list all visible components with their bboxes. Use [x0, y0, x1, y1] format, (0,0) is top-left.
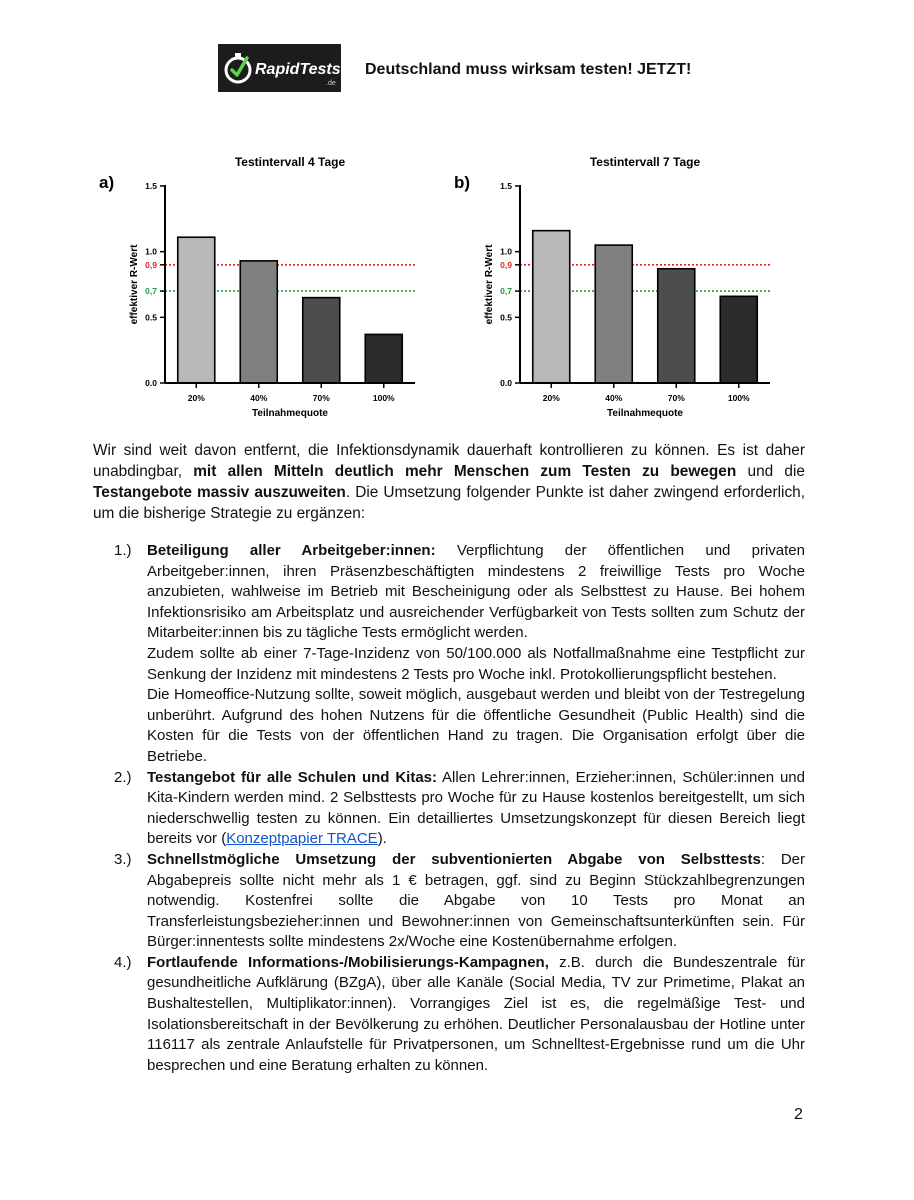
list-heading: Testangebot für alle Schulen und Kitas:: [147, 768, 437, 786]
y-tick-label: 0,7: [500, 286, 512, 297]
y-tick-label: 0,9: [145, 259, 157, 270]
bar: [365, 334, 402, 383]
x-axis-label: Teilnahmequote: [607, 408, 683, 419]
list-number: 3.): [114, 850, 132, 868]
y-tick-label: 1.0: [145, 246, 157, 257]
x-tick-label: 20%: [542, 393, 560, 403]
x-tick-label: 70%: [312, 393, 330, 403]
chart-title: Testintervall 7 Tage: [589, 155, 701, 169]
panel-label: a): [99, 173, 115, 192]
y-tick-label: 0,9: [500, 259, 512, 270]
list-item: [93, 768, 805, 850]
x-tick-label: 100%: [372, 393, 395, 403]
x-tick-label: 100%: [727, 393, 750, 403]
intro-text-1: Wir sind weit davon entfernt, die Infektionsdynamik dauerhaft kontrollieren zu können. Es ist daher unabdingbar,: [93, 442, 805, 480]
list-text: ).: [377, 830, 387, 848]
list-heading: Schnellstmögliche Umsetzung der subventionierten Abgabe von Selbsttests: [147, 850, 761, 868]
y-axis-label: effektiver R-Wert: [484, 244, 495, 325]
chart-b: [450, 150, 810, 425]
bar: [178, 237, 215, 383]
y-tick-label: 1.5: [500, 181, 512, 191]
list-text: : Der Abgabepreis sollte nicht mehr als 1 € betragen, ggf. sind zu Beginn Stückzahlbegrenzungen notwendig. Kostenfrei sollte die Abgabe von 10 Tests pro Monat an Transferleistungsbezieher:innen und Bewohner:innen von Gemeinschaftsunterkünften sein. Für Bürger:innentests sollte mindestens 2x/Woche eine Kostenübernahme erfolgen.: [147, 850, 805, 951]
demands-list: [93, 541, 805, 1076]
y-tick-label: 0.5: [145, 312, 157, 323]
rapidtests-logo[interactable]: [218, 44, 341, 92]
logo-sub: .de: [326, 80, 336, 87]
list-number: 1.): [114, 542, 132, 559]
y-tick-label: 0.0: [500, 378, 512, 388]
y-tick-label: 0,7: [145, 286, 157, 297]
intro-text-2: und die: [736, 463, 805, 480]
page-number: 2: [794, 1106, 803, 1123]
list-item: [93, 541, 805, 768]
y-tick-label: 1.5: [145, 181, 157, 191]
bar: [533, 231, 570, 383]
list-item: [93, 953, 805, 1077]
list-heading: Beteiligung aller Arbeitgeber:innen:: [147, 542, 436, 559]
header-slogan: Deutschland muss wirksam testen! JETZT!: [365, 61, 692, 78]
intro-paragraph: [93, 440, 805, 524]
bar: [720, 296, 757, 383]
list-number: 4.): [114, 953, 132, 971]
intro-bold-2: Testangebote massiv auszuweiten: [93, 484, 346, 501]
list-item: [93, 850, 805, 953]
x-tick-label: 40%: [605, 393, 623, 403]
bar: [595, 245, 632, 383]
bar: [658, 269, 695, 383]
list-heading: Fortlaufende Informations-/Mobilisierungs-Kampagnen,: [147, 953, 549, 971]
bar: [303, 298, 340, 383]
list-text: Zudem sollte ab einer 7-Tage-Inzidenz von 50/100.000 als Notfallmaßnahme eine Testpflicht zur Senkung der Inzidenz mit mindestens 2 Tests pro Woche inkl. Protokollierungspflicht bestehen.: [147, 644, 805, 683]
y-tick-label: 1.0: [500, 246, 512, 257]
list-text: Allen Lehrer:innen, Erzieher:innen, Schüler:innen und Kita-Kindern werden mind. 2 Selbsttests pro Woche für zu Hause kostenlos bereitgestellt, um sich niederschwellig testen zu können. Ein detailliertes Umsetzungskonzept für diesen Bereich liegt bereits vor (: [147, 768, 805, 848]
list-text: Verpflichtung der öffentlichen und privaten Arbeitgeber:innen, ihren Präsenzbeschäftigten mindestens 2 freiwillige Tests pro Woche anzubieten, wahlweise im Betrieb mit Bescheinigung oder als Selbsttest zu Hause. Bei hohem Infektionsrisiko am Arbeitsplatz und ausreichender Verfügbarkeit von Tests sollten zum Schutz der Mitarbeiter:innen bis zu tägliche Tests ermöglicht werden.: [147, 542, 805, 642]
logo-text: RapidTests: [255, 61, 341, 78]
y-tick-label: 0.0: [145, 378, 157, 388]
chart-title: Testintervall 4 Tage: [234, 155, 346, 169]
x-tick-label: 70%: [667, 393, 685, 403]
panel-label: b): [454, 173, 471, 192]
x-axis-label: Teilnahmequote: [252, 408, 328, 419]
x-tick-label: 20%: [187, 393, 205, 403]
chart-a: [95, 150, 455, 425]
y-tick-label: 0.5: [500, 312, 512, 323]
list-number: 2.): [114, 768, 132, 786]
intro-bold-1: mit allen Mitteln deutlich mehr Menschen zum Testen zu bewegen: [193, 463, 737, 480]
bar: [240, 261, 277, 383]
concept-paper-link[interactable]: Konzeptpapier TRACE: [226, 830, 378, 848]
x-tick-label: 40%: [250, 393, 268, 403]
intro-text-3: . Die Umsetzung folgender Punkte ist daher zwingend erforderlich, um die bisherige Strategie zu ergänzen:: [93, 484, 805, 522]
y-axis-label: effektiver R-Wert: [129, 244, 140, 325]
list-text: Die Homeoffice-Nutzung sollte, soweit möglich, ausgebaut werden und bleibt von der Testregelung unberührt. Aufgrund des hohen Nutzens für die öffentliche Gesundheit (Public Health) sind die Kosten für die Tests von der öffentlichen Hand zu tragen. Die Organisation erfolgt über die Betriebe.: [147, 686, 805, 765]
list-text: z.B. durch die Bundeszentrale für gesundheitliche Aufklärung (BZgA), über alle Kanäle (Social Media, TV zur Primetime, Plakat an Bushaltestellen, Multiplikator:innen). Vorrangiges Ziel ist es, die regelmäßige Test- und Isolationsbereitschaft in der Bevölkerung zu erhöhen. Deutlicher Personalausbau der Hotline unter 116117 als zentrale Anlaufstelle für Privatpersonen, um Schnelltest-Ergebnisse rund um die Uhr besprechen und eine Beratung erhalten zu können.: [147, 953, 805, 1074]
